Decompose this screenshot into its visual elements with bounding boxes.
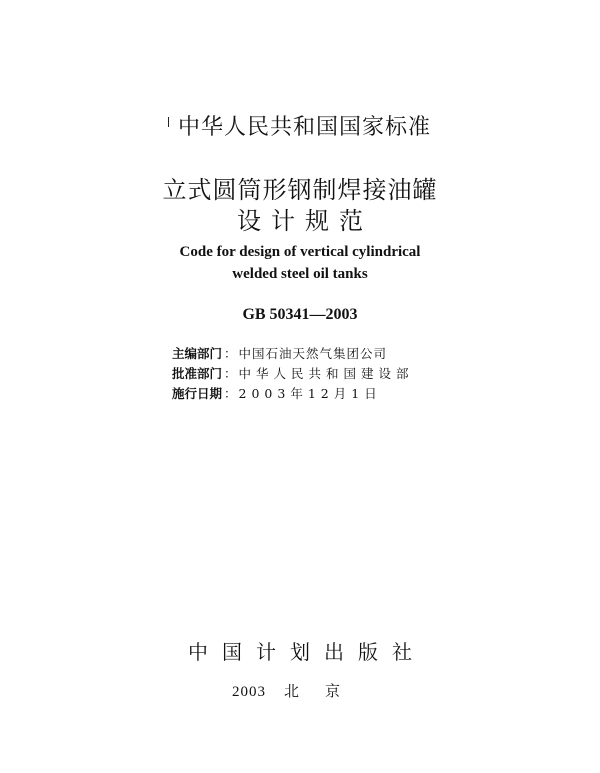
meta-block <box>172 344 414 404</box>
meta-row-chief-editor <box>172 344 414 364</box>
publication-year: 2003 <box>232 684 266 700</box>
meta-value-effective-date: 2003年12月1日 <box>238 386 382 401</box>
english-title-line-2: welded steel oil tanks <box>232 266 368 282</box>
standard-code: GB 50341—2003 <box>242 306 358 323</box>
meta-separator: ： <box>224 346 237 361</box>
standard-category: 中华人民共和国国家标准 <box>178 115 432 140</box>
english-title-line-1: Code for design of vertical cylindrical <box>179 244 421 260</box>
meta-label-approver: 批准部门 <box>172 366 223 381</box>
meta-separator: ： <box>224 366 237 381</box>
publisher-name: 中国计划出版社 <box>188 640 426 664</box>
document-title-line-1: 立式圆筒形钢制焊接油罐 <box>162 176 438 204</box>
document-title-line-2: 设计规范 <box>237 207 373 235</box>
scan-mark <box>168 117 169 127</box>
meta-value-chief-editor: 中国石油天然气集团公司 <box>238 346 388 361</box>
meta-label-effective-date: 施行日期 <box>172 386 223 401</box>
meta-row-approver <box>172 364 414 384</box>
publication-line <box>232 680 366 701</box>
publication-city: 北京 <box>284 682 367 700</box>
meta-label-chief-editor: 主编部门 <box>172 346 223 361</box>
meta-value-approver: 中华人民共和国建设部 <box>238 366 414 381</box>
meta-row-effective-date <box>172 384 414 404</box>
meta-separator: ： <box>224 386 237 401</box>
